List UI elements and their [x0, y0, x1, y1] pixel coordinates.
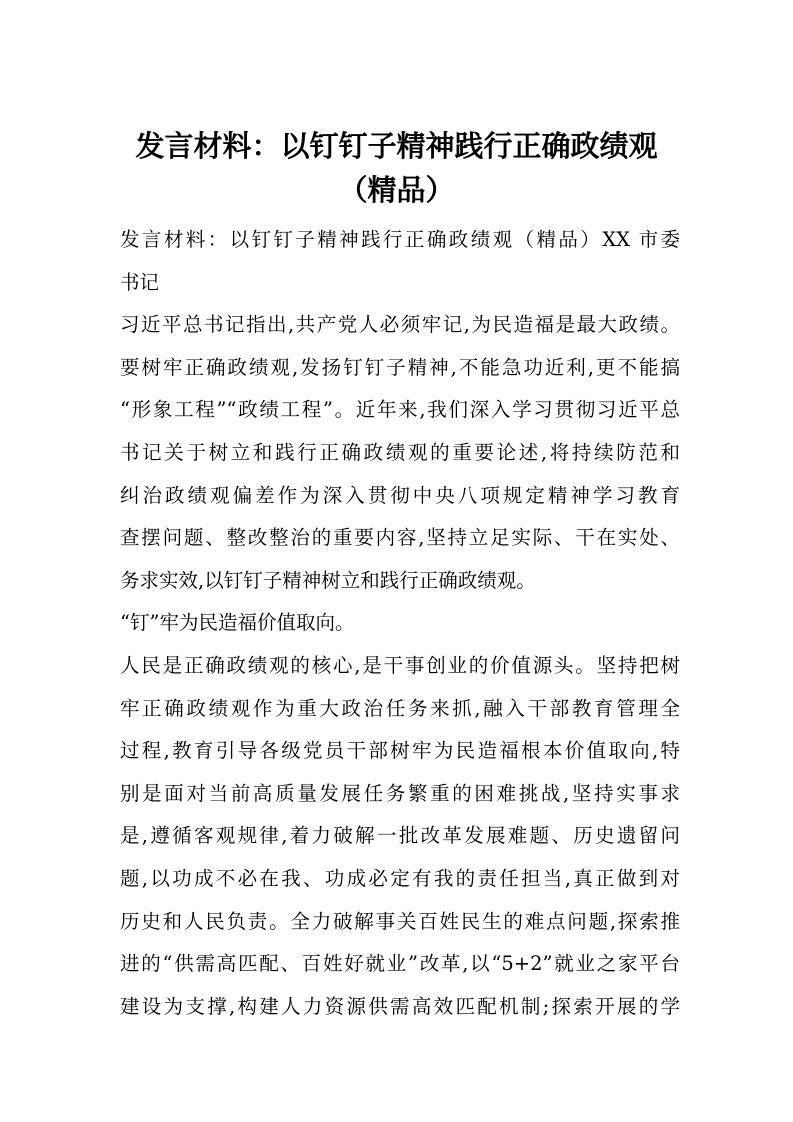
text-line: 书记关于树立和践行正确政绩观的重要论述,将持续防范和 [120, 440, 680, 464]
text-line: 人民是正确政绩观的核心,是干事创业的价值源头。坚持把树 [120, 653, 680, 677]
text-line: 牢正确政绩观作为重大政治任务来抓,融入干部教育管理全 [120, 696, 680, 720]
paragraph [120, 602, 680, 645]
paragraph [120, 645, 680, 1028]
text-line: “钉”牢为民造福价值取向。 [120, 611, 355, 635]
text-line: 进的“供需高匹配、百姓好就业”改革,以“5+2”就业之家平台 [120, 952, 680, 976]
text-line: 查摆问题、整改整治的重要内容,坚持立足实际、干在实处、 [120, 526, 680, 550]
paragraph [120, 304, 680, 602]
document-body [120, 219, 680, 1028]
text-line: 发言材料：以钉钉子精神践行正确政绩观（精品）XX 市委 [120, 228, 680, 251]
document-title-line-1: 发言材料：以钉钉子精神践行正确政绩观 [135, 129, 658, 163]
text-line: 要树牢正确政绩观,发扬钉钉子精神,不能急功近利,更不能搞 [120, 355, 680, 379]
document-title-line-2: （精品） [338, 173, 455, 207]
text-line: 纠治政绩观偏差作为深入贯彻中央八项规定精神学习教育 [120, 483, 680, 507]
text-line: 建设为支撑,构建人力资源供需高效匹配机制;探索开展的学 [120, 994, 680, 1018]
text-line: 历史和人民负责。全力破解事关百姓民生的难点问题,探索推 [120, 909, 680, 933]
text-line: 过程,教育引导各级党员干部树牢为民造福根本价值取向,特 [120, 739, 680, 763]
text-line: 别是面对当前高质量发展任务繁重的困难挑战,坚持实事求 [120, 781, 680, 805]
text-line: 题,以功成不必在我、功成必定有我的责任担当,真正做到对 [120, 866, 680, 890]
text-line: 是,遵循客观规律,着力破解一批改革发展难题、历史遗留问 [120, 824, 680, 848]
text-line: 习近平总书记指出,共产党人必须牢记,为民造福是最大政绩。 [120, 313, 680, 337]
text-line: 书记 [120, 270, 160, 294]
text-line: “形象工程”“政绩工程”。近年来,我们深入学习贯彻习近平总 [120, 398, 680, 422]
paragraph [120, 219, 680, 304]
text-line: 务求实效,以钉钉子精神树立和践行正确政绩观。 [120, 568, 536, 592]
